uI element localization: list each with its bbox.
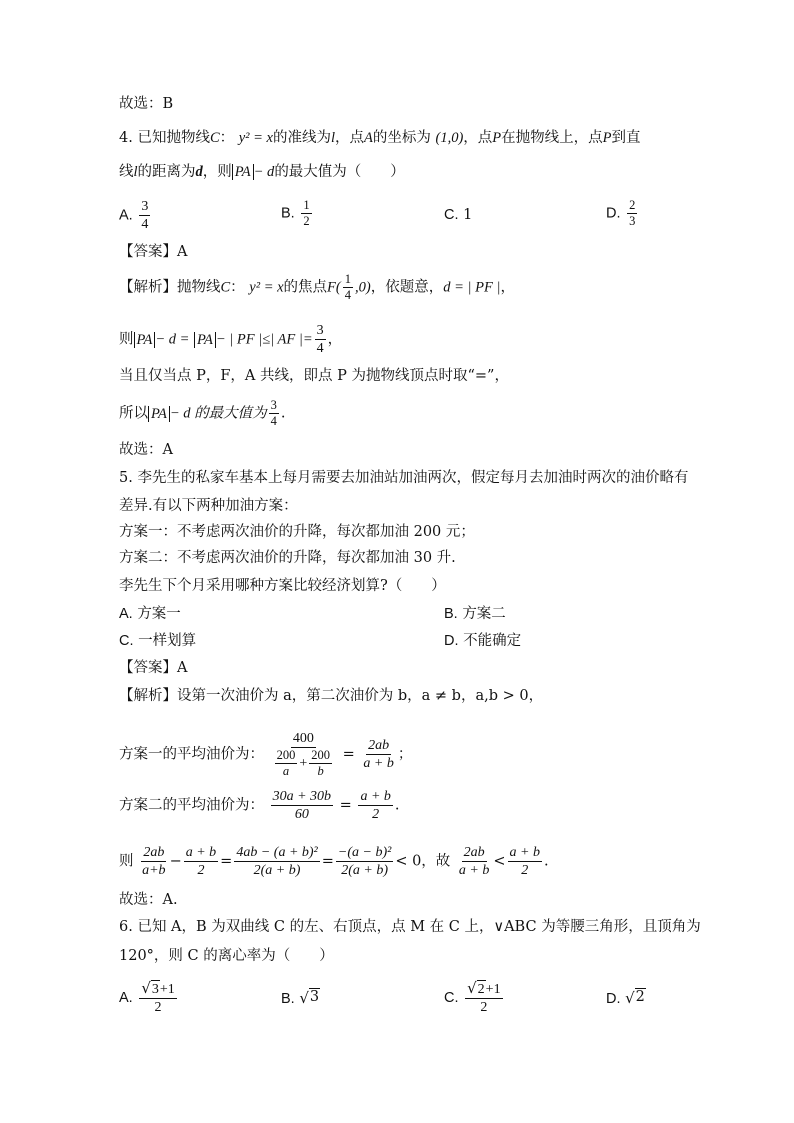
q5-question: 李先生下个月采用哪种方案比较经济划算?（ ） xyxy=(119,578,446,594)
prev-answer-line: 故选：B xyxy=(119,96,174,112)
q5-stem-line-2: 差异.有以下两种加油方案： xyxy=(119,498,298,514)
q5-plan-2: 方案二：不考虑两次油价的升降，每次都加油 30 升. xyxy=(119,550,456,566)
q6-option-a[interactable]: A. √ 3 +1 2 xyxy=(119,979,175,1015)
q6-option-c[interactable]: C. √ 2 +1 2 xyxy=(444,979,501,1015)
q5-option-a[interactable]: A. 方案一 xyxy=(119,606,181,622)
q4-option-d[interactable]: D. $\frac{2}{3}$ xyxy=(606,198,636,228)
q5-conclusion: 故选：A. xyxy=(119,892,178,908)
q4-analysis-line-3: 当且仅当点 P，F，A 共线，即点 P 为抛物线顶点时取“=”， xyxy=(119,368,509,384)
q5-analysis-line-1: 【解析】设第一次油价为 a，第二次油价为 b，a ≠ b，a,b > 0， xyxy=(119,688,544,704)
q5-option-b[interactable]: B. 方案二 xyxy=(444,606,506,622)
q4-answer: 【答案】A xyxy=(119,244,188,260)
q4-option-a[interactable]: A. $\frac{3}{4}$ xyxy=(119,199,149,232)
q4-analysis-line-1: 【解析】抛物线C： y² = x的焦点F( $\frac{1}{4}$ ,0)，依题意，d = | PF |， xyxy=(119,272,515,302)
q5-stem-line-1: 5. 李先生的私家车基本上每月需要去加油站加油两次，假定每月去加油时两次的油价略有 xyxy=(119,470,689,486)
q5-option-d[interactable]: D. 不能确定 xyxy=(444,633,522,649)
q4-equation: y² = x xyxy=(238,130,273,146)
q6-stem-line-1: 6. 已知 A，B 为双曲线 C 的左、右顶点，点 M 在 C 上，∨ABC 为等腰三角形，且顶角为 xyxy=(119,919,701,935)
q6-option-d[interactable]: D. √ 2 xyxy=(606,989,645,1007)
q5-answer: 【答案】A xyxy=(119,660,188,676)
q4-stem-line-2: 线l的距离为d，则 PA − d的最大值为（ ） xyxy=(119,164,405,180)
q4-option-b[interactable]: B. $\frac{1}{2}$ xyxy=(281,198,310,228)
q4-analysis-line-4: 所以 PA − d 的最大值为 $\frac{3}{4}$ . xyxy=(119,398,286,428)
q5-plan1-average: 方案一的平均油价为： 400 $\frac{200}{a}$ + $\frac{200}{b}$ = $\frac{2ab}{a + b}$ ； xyxy=(119,731,413,778)
q4-analysis-line-2: 则 PA − d = PA − | PF |≤| AF |= $\frac{3}{4}$ ， xyxy=(119,323,343,356)
q6-option-b[interactable]: B. √ 3 xyxy=(281,989,320,1007)
q4-conclusion: 故选：A xyxy=(119,442,173,458)
q5-comparison: 则 $\frac{2ab}{a+b}$ − $\frac{a + b}{2}$ = $\frac{\text{4ab − (a + b)²}}{2(a + b)}$ = $\frac{\text{−(a − b)²}}{2(a + b)}$ < 0，故 $\frac{2ab}{a + b}$ < $\frac{a + b}{2}$ . xyxy=(119,845,549,878)
q4-coord: (1,0) xyxy=(435,130,464,146)
q5-plan-1: 方案一：不考虑两次油价的升降，每次都加油 200 元； xyxy=(119,524,475,540)
q5-plan2-average: 方案二的平均油价为： $\frac{30a + 30b}{60}$ = $\frac{a + b}{2}$ . xyxy=(119,789,400,822)
q4-stem-line-1: 4. 已知抛物线C： y² = x的准线为l，点A的坐标为 (1,0)，点P在抛物线上，点P到直 xyxy=(119,130,641,146)
q6-stem-line-2: 120°，则 C 的离心率为（ ） xyxy=(119,948,334,964)
q4-option-c[interactable]: C. 1 xyxy=(444,207,473,223)
q5-option-c[interactable]: C. 一样划算 xyxy=(119,633,197,649)
